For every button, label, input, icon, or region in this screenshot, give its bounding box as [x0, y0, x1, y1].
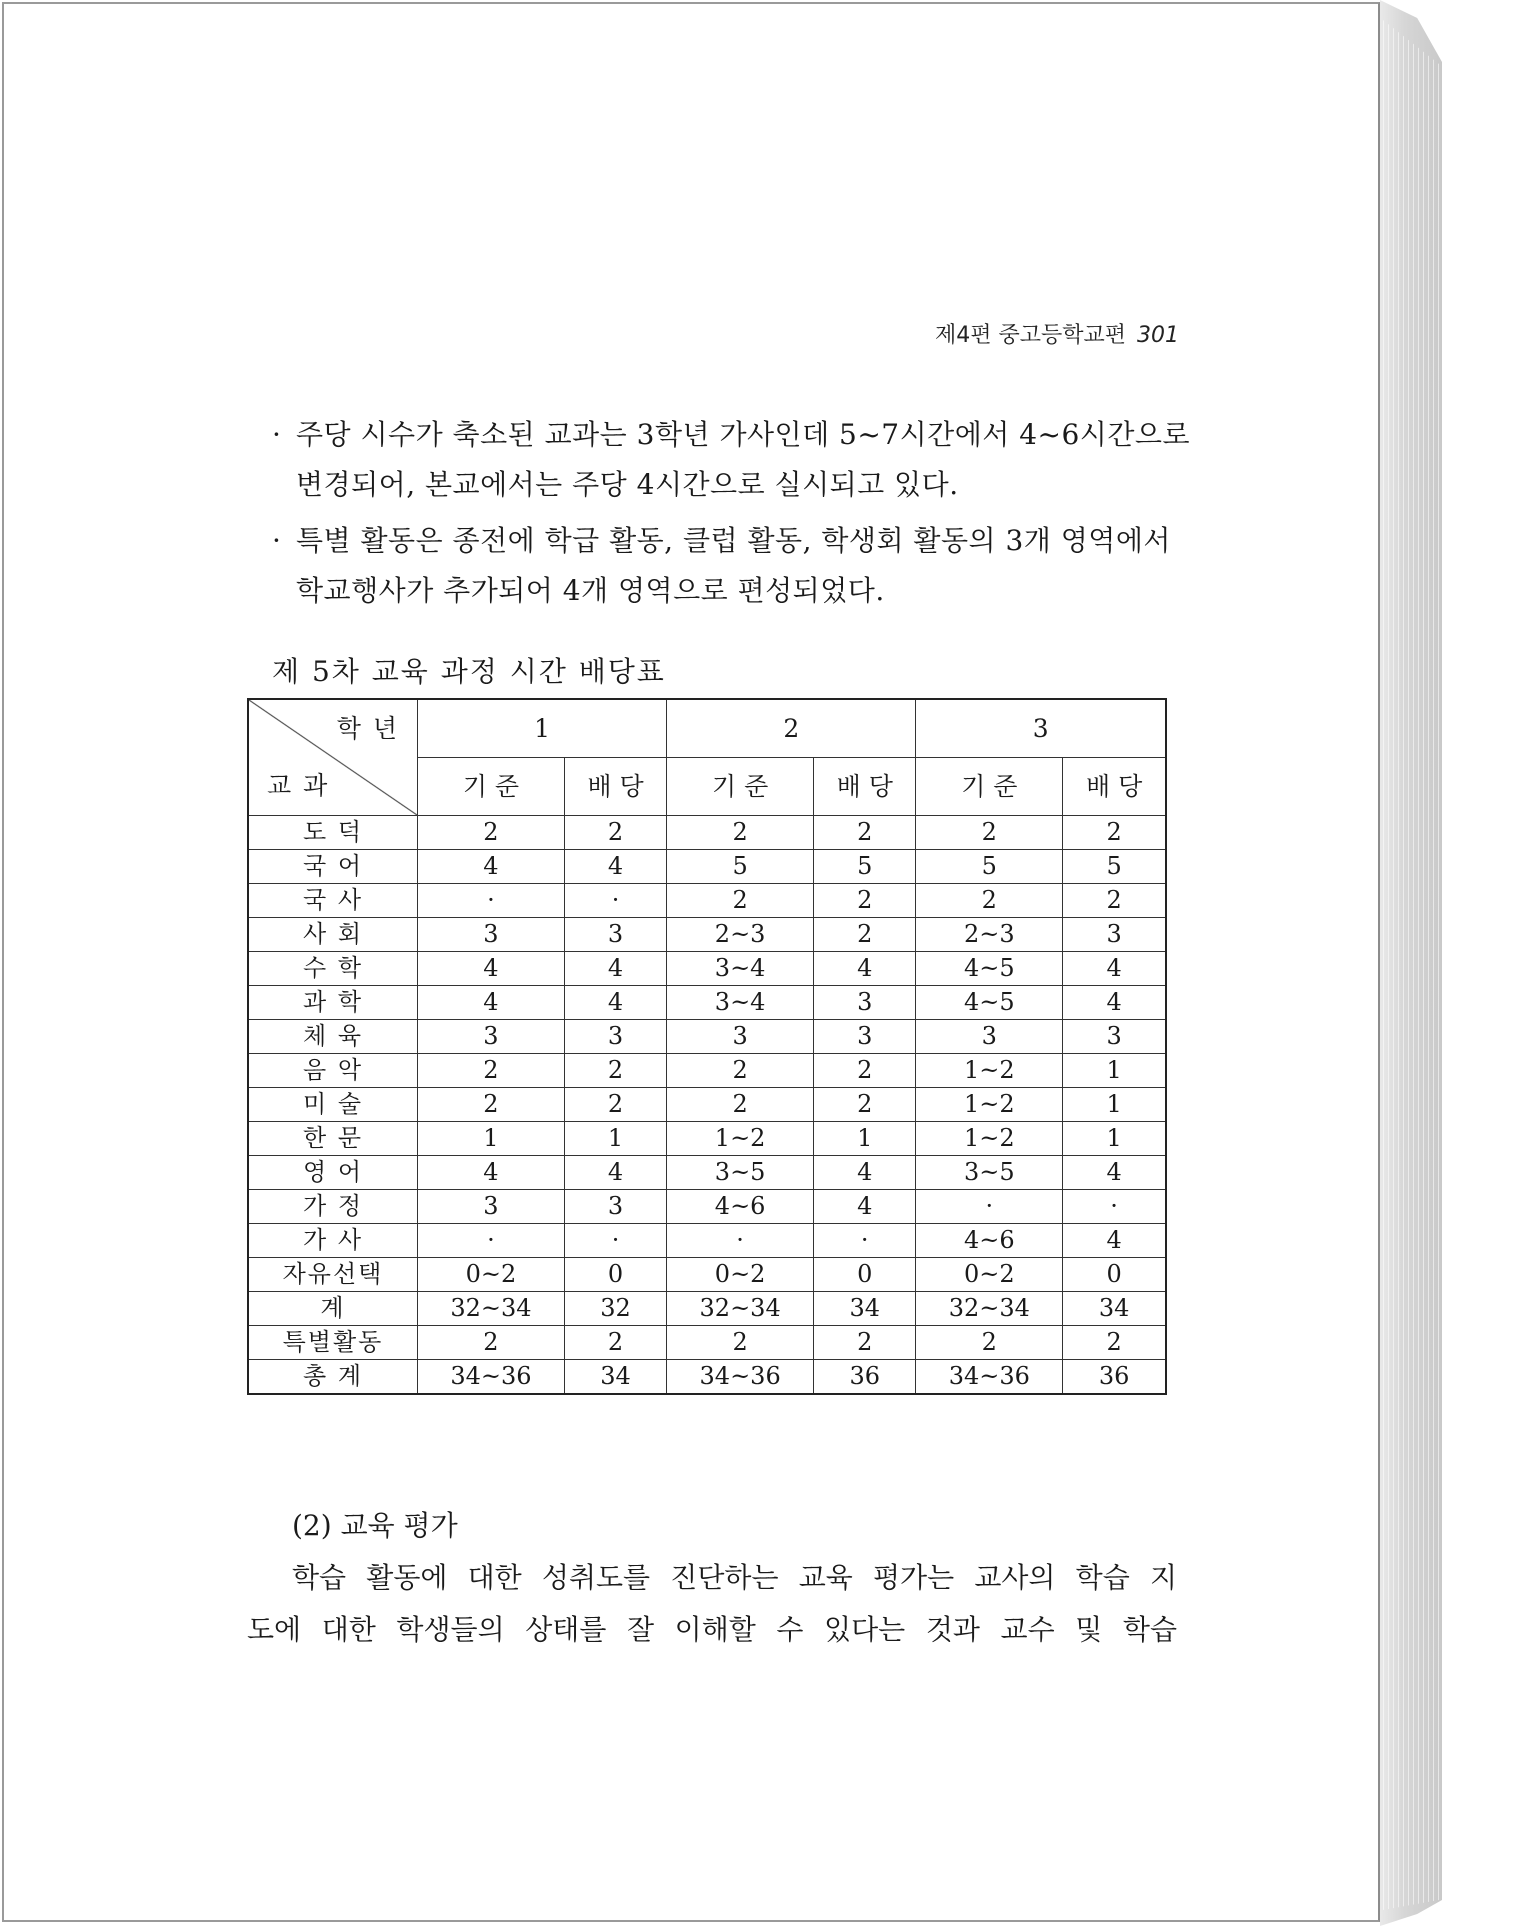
hours-cell: 36	[814, 1360, 916, 1395]
hours-cell: 2	[564, 1054, 666, 1088]
hours-cell: 36	[1063, 1360, 1166, 1395]
hours-cell: 3	[418, 1190, 565, 1224]
book-page-edge-lines	[1383, 20, 1439, 1910]
hours-cell: 4	[564, 986, 666, 1020]
table-row	[248, 952, 1166, 986]
hours-cell: 4	[814, 1190, 916, 1224]
hours-cell: 3	[1063, 1020, 1166, 1054]
subject-cell: 계	[248, 1292, 418, 1326]
hours-cell: 2	[667, 1088, 814, 1122]
hours-cell: 2	[814, 816, 916, 850]
table-row	[248, 986, 1166, 1020]
hours-cell: 2	[564, 1088, 666, 1122]
table-row	[248, 1088, 1166, 1122]
page-number: 301	[1137, 323, 1179, 348]
hours-cell: 3	[564, 918, 666, 952]
subject-cell: 음 악	[248, 1054, 418, 1088]
hours-cell: 32	[564, 1292, 666, 1326]
hours-cell: 4	[418, 1156, 565, 1190]
hours-cell: 1~2	[916, 1054, 1063, 1088]
hours-cell: 2	[916, 884, 1063, 918]
hours-cell: 0~2	[418, 1258, 565, 1292]
hours-cell: 4~5	[916, 986, 1063, 1020]
hours-cell: ·	[564, 1224, 666, 1258]
hours-cell: 4	[814, 1156, 916, 1190]
hours-cell: 3	[814, 986, 916, 1020]
subject-cell: 수 학	[248, 952, 418, 986]
hours-cell: 3	[564, 1020, 666, 1054]
table-row	[248, 1020, 1166, 1054]
hours-cell: 2	[916, 816, 1063, 850]
grade-header: 2	[667, 699, 916, 758]
body-paragraph	[247, 1552, 1177, 1656]
hours-cell: 3~5	[667, 1156, 814, 1190]
subject-cell: 가 사	[248, 1224, 418, 1258]
table-row	[248, 1326, 1166, 1360]
hours-cell: 2	[418, 1326, 565, 1360]
hours-cell: 2	[814, 1088, 916, 1122]
grade-header: 1	[418, 699, 667, 758]
hours-cell: 3	[564, 1190, 666, 1224]
table-row	[248, 884, 1166, 918]
hours-cell: 5	[916, 850, 1063, 884]
hours-cell: 5	[667, 850, 814, 884]
hours-cell: ·	[916, 1190, 1063, 1224]
hours-cell: 2	[814, 1326, 916, 1360]
hours-cell: 34	[814, 1292, 916, 1326]
hours-cell: 4	[564, 850, 666, 884]
hours-cell: 1	[1063, 1088, 1166, 1122]
hours-cell: 1~2	[916, 1122, 1063, 1156]
hours-cell: 2	[1063, 1326, 1166, 1360]
hours-cell: 4	[1063, 986, 1166, 1020]
hours-cell: 0~2	[916, 1258, 1063, 1292]
subject-cell: 영 어	[248, 1156, 418, 1190]
hours-cell: 0	[1063, 1258, 1166, 1292]
hours-cell: 4	[1063, 1224, 1166, 1258]
running-head-title: 제4편 중고등학교편	[934, 323, 1126, 348]
table-row	[248, 1122, 1166, 1156]
subject-cell: 국 어	[248, 850, 418, 884]
hours-cell: 4	[418, 986, 565, 1020]
bullet-text: 특별 활동은 종전에 학급 활동, 클럽 활동, 학생회 활동의 3개 영역에서 학교행사가 추가되어 4개 영역으로 편성되었다.	[296, 524, 1171, 607]
subheader-cell: 배 당	[1063, 758, 1166, 816]
hours-cell: 34~36	[667, 1360, 814, 1395]
hours-cell: 1	[814, 1122, 916, 1156]
hours-cell: 2	[1063, 884, 1166, 918]
hours-cell: 5	[1063, 850, 1166, 884]
corner-label-subject: 교 과	[267, 771, 330, 800]
hours-cell: 2	[667, 1054, 814, 1088]
hours-cell: 2	[667, 816, 814, 850]
subject-cell: 자유선택	[248, 1258, 418, 1292]
hours-cell: 4	[1063, 1156, 1166, 1190]
table-row	[248, 918, 1166, 952]
hours-cell: 2~3	[667, 918, 814, 952]
subject-cell: 국 사	[248, 884, 418, 918]
hours-cell: 4~5	[916, 952, 1063, 986]
hours-cell: ·	[814, 1224, 916, 1258]
hours-cell: 3~5	[916, 1156, 1063, 1190]
bullet-text: 주당 시수가 축소된 교과는 3학년 가사인데 5~7시간에서 4~6시간으로 변경되어, 본교에서는 주당 4시간으로 실시되고 있다.	[296, 418, 1190, 501]
hours-cell: 1	[418, 1122, 565, 1156]
section-heading: (2) 교육 평가	[292, 1509, 458, 1542]
paragraph-line: 도에 대한 학생들의 상태를 잘 이해할 수 있다는 것과 교수 및 학습	[247, 1613, 1177, 1646]
hours-cell: 3	[814, 1020, 916, 1054]
table-row	[248, 1258, 1166, 1292]
table-row	[248, 1292, 1166, 1326]
table-row	[248, 1190, 1166, 1224]
hours-cell: 2	[814, 918, 916, 952]
hours-cell: ·	[564, 884, 666, 918]
hours-cell: 4	[1063, 952, 1166, 986]
subject-cell: 체 육	[248, 1020, 418, 1054]
hours-cell: 4	[564, 1156, 666, 1190]
hours-cell: 34~36	[916, 1360, 1063, 1395]
running-head	[934, 318, 1179, 349]
hours-cell: 2	[814, 1054, 916, 1088]
subheader-cell: 기 준	[916, 758, 1063, 816]
hours-cell: 4	[564, 952, 666, 986]
hours-cell: 1	[1063, 1054, 1166, 1088]
table-row	[248, 816, 1166, 850]
subject-cell: 가 정	[248, 1190, 418, 1224]
hours-cell: 0~2	[667, 1258, 814, 1292]
hours-cell: 3	[667, 1020, 814, 1054]
hours-cell: 0	[814, 1258, 916, 1292]
hours-cell: 0	[564, 1258, 666, 1292]
hours-cell: 1	[564, 1122, 666, 1156]
hours-cell: 3	[418, 1020, 565, 1054]
book-page	[2, 2, 1380, 1922]
hours-cell: 1~2	[916, 1088, 1063, 1122]
subject-cell: 특별활동	[248, 1326, 418, 1360]
subject-cell: 미 술	[248, 1088, 418, 1122]
hours-cell: 2	[814, 884, 916, 918]
bullet-item	[272, 410, 1192, 510]
hours-cell: 2	[418, 1054, 565, 1088]
table-row	[248, 850, 1166, 884]
hours-cell: 2	[418, 816, 565, 850]
hours-cell: 1~2	[667, 1122, 814, 1156]
subheader-cell: 기 준	[667, 758, 814, 816]
grade-header: 3	[916, 699, 1166, 758]
hours-cell: 2	[564, 816, 666, 850]
hours-cell: 2	[564, 1326, 666, 1360]
hours-cell: 34	[564, 1360, 666, 1395]
table-corner-cell	[248, 699, 418, 816]
hours-cell: ·	[418, 884, 565, 918]
hours-cell: 3	[418, 918, 565, 952]
hours-cell: 4	[814, 952, 916, 986]
hours-cell: 4~6	[667, 1190, 814, 1224]
hours-cell: 34~36	[418, 1360, 565, 1395]
time-allocation-table	[247, 698, 1167, 1395]
hours-cell: 34	[1063, 1292, 1166, 1326]
bullet-list	[272, 410, 1192, 622]
subheader-cell: 배 당	[814, 758, 916, 816]
hours-cell: 1	[1063, 1122, 1166, 1156]
table-header-row	[248, 699, 1166, 758]
bullet-mark: ·	[272, 524, 282, 557]
table-row	[248, 1156, 1166, 1190]
hours-cell: 5	[814, 850, 916, 884]
hours-cell: 32~34	[916, 1292, 1063, 1326]
bullet-mark: ·	[272, 418, 282, 451]
table-caption: 제 5차 교육 과정 시간 배당표	[272, 655, 666, 688]
subject-cell: 과 학	[248, 986, 418, 1020]
hours-cell: 2~3	[916, 918, 1063, 952]
hours-cell: 3	[1063, 918, 1166, 952]
hours-cell: 2	[667, 1326, 814, 1360]
table-row	[248, 1224, 1166, 1258]
hours-cell: 4	[418, 850, 565, 884]
table-row	[248, 1054, 1166, 1088]
hours-cell: 3~4	[667, 986, 814, 1020]
subject-cell: 한 문	[248, 1122, 418, 1156]
hours-cell: 32~34	[418, 1292, 565, 1326]
paragraph-line: 학습 활동에 대한 성취도를 진단하는 교육 평가는 교사의 학습 지	[292, 1561, 1177, 1594]
hours-cell: ·	[418, 1224, 565, 1258]
subheader-cell: 기 준	[418, 758, 565, 816]
corner-label-grade: 학 년	[336, 714, 399, 743]
hours-cell: 2	[916, 1326, 1063, 1360]
table-row	[248, 1360, 1166, 1395]
subject-cell: 사 회	[248, 918, 418, 952]
hours-cell: ·	[1063, 1190, 1166, 1224]
hours-cell: 3~4	[667, 952, 814, 986]
hours-cell: 2	[418, 1088, 565, 1122]
bullet-item	[272, 516, 1192, 616]
subject-cell: 도 덕	[248, 816, 418, 850]
subject-cell: 총 계	[248, 1360, 418, 1395]
hours-cell: 2	[1063, 816, 1166, 850]
hours-cell: 32~34	[667, 1292, 814, 1326]
hours-cell: 2	[667, 884, 814, 918]
subheader-cell: 배 당	[564, 758, 666, 816]
hours-cell: ·	[667, 1224, 814, 1258]
hours-cell: 4~6	[916, 1224, 1063, 1258]
hours-cell: 3	[916, 1020, 1063, 1054]
hours-cell: 4	[418, 952, 565, 986]
